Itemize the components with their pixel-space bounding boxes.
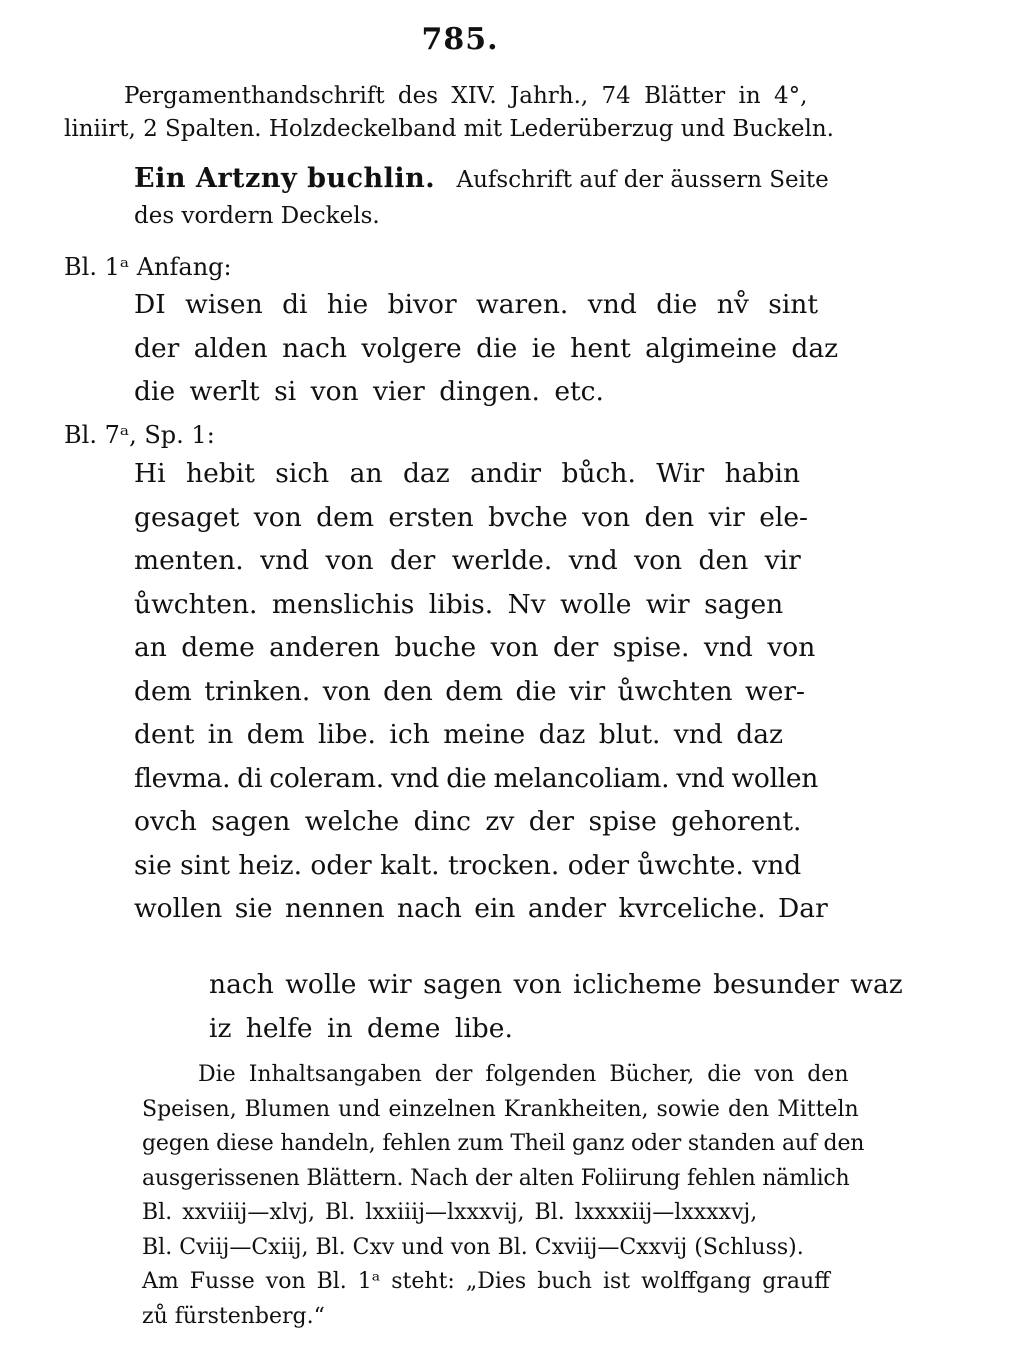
note-line: ausgerissenen Blättern. Nach der alten Foliirung fehlen nämlich <box>142 1165 850 1191</box>
note-line: Bl. xxviiij—xlvj, Bl. lxxiiij—lxxxvij, Bl. lxxxxiij—lxxxxvj, <box>142 1200 758 1225</box>
quote-line: ůwchten. menslichis libis. Nv wolle wir sagen <box>134 588 784 620</box>
quote-line: an deme anderen buche von der spise. vnd von <box>134 632 816 663</box>
note-line: zů fürstenberg.“ <box>142 1303 325 1329</box>
quote-line: menten. vnd von der werlde. vnd von den vir <box>134 545 801 576</box>
quote-line: die werlt si von vier dingen. etc. <box>134 376 604 407</box>
quote-line: sie sint heiz. oder kalt. trocken. oder ůwchte. vnd <box>134 849 802 881</box>
quote-block-1 <box>134 283 860 414</box>
quote-line: nach wolle wir sagen von iclicheme besunder waz <box>209 969 903 1000</box>
quote-line: gesaget von dem ersten bvche von den vir ele- <box>134 501 808 533</box>
quote-line: dem trinken. von den dem die vir ůwchten wer- <box>134 675 806 707</box>
quote-line: iz helfe in deme libe. <box>209 1012 513 1044</box>
note-line: Die Inhaltsangaben der folgenden Bücher, die von den <box>198 1062 849 1087</box>
quote-continuation <box>209 963 931 1050</box>
page-number: 785. <box>421 22 499 57</box>
note-line: gegen diese handeln, fehlen zum Theil ganz oder standen auf den <box>142 1131 865 1156</box>
note-line: Speisen, Blumen und einzelnen Krankheiten, sowie den Mitteln <box>142 1096 859 1122</box>
quote-line: der alden nach volgere die ie hent algimeine daz <box>134 332 839 364</box>
quote-line: DI wisen di hie bivor waren. vnd die nv̊ sint <box>134 289 819 320</box>
quote-block-2 <box>134 452 860 931</box>
folio-label-2: Bl. 7ᵃ, Sp. 1: <box>64 421 215 449</box>
manuscript-title-line <box>134 163 860 196</box>
quote-line: ovch sagen welche dinc zv der spise gehorent. <box>134 806 802 837</box>
note-line: Bl. Cviij—Cxiij, Bl. Cxv und von Bl. Cxviij—Cxxvij (Schluss). <box>142 1234 804 1260</box>
title-inscription-note-line-2: des vordern Deckels. <box>134 203 380 229</box>
title-inscription-note: Aufschrift auf der äussern Seite <box>456 167 829 193</box>
quote-line: wollen sie nennen nach ein ander kvrceliche. Dar <box>134 893 828 924</box>
manuscript-description-text: Pergamenthandschrift des XIV. Jahrh., 74 Blätter in 4°, <box>124 83 808 109</box>
manuscript-description-line-2: liniirt, 2 Spalten. Holzdeckelband mit Lederüberzug und Buckeln. <box>64 116 834 142</box>
folio-label-1: Bl. 1ᵃ Anfang: <box>64 253 232 281</box>
quote-line: Hi hebit sich an daz andir bůch. Wir habin <box>134 458 801 489</box>
manuscript-description-line-1 <box>124 81 860 112</box>
quote-line: dent in dem libe. ich meine daz blut. vnd daz <box>134 719 783 750</box>
contents-note <box>142 1058 932 1334</box>
note-line: Am Fusse von Bl. 1ᵃ steht: „Dies buch ist wolffgang grauff <box>142 1269 830 1294</box>
quote-line: flevma. di coleram. vnd die melancoliam. vnd wollen <box>134 762 819 794</box>
manuscript-title: Ein Artzny buchlin. <box>134 163 436 194</box>
